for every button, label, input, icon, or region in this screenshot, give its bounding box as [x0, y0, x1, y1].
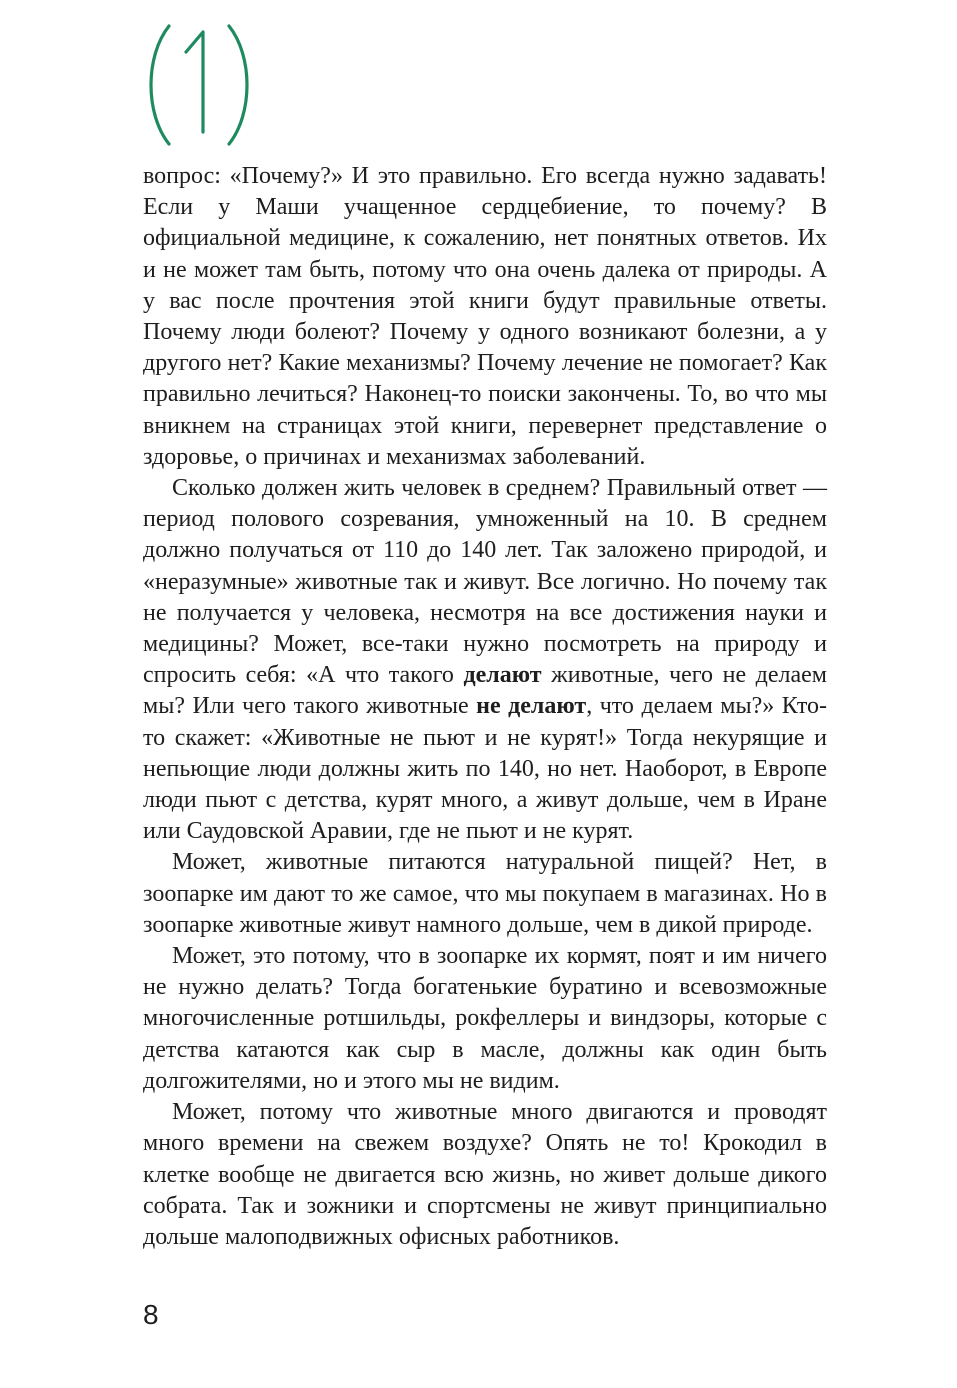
text-run: животные, чего не делаем мы? Или чего такого животные — [143, 662, 827, 720]
paragraph — [143, 941, 827, 1097]
page-number: 8 — [143, 1299, 159, 1330]
text-run: , что делаем мы?» Кто-то скажет: «Животные не пьют и не курят!» Тогда некурящие и непьющие люди должны жить по 140, но нет. Наоборот, в Европе люди пьют с детства, курят много, а живут дольше, чем в Иране или Саудовской Аравии, где не пьют и не курят. — [143, 693, 828, 845]
right-parenthesis — [229, 26, 247, 144]
text-run: Сколько должен жить человек в среднем? Правильный ответ — период полового созревания, умноженный на 10. В среднем должно получаться от 110 до 140 лет. Так заложено природой, и «неразумные» животные так и живут. Все логично. Но почему так не получается у человека, несмотря на все достижения науки и медицины? Может, все-таки нужно посмотреть на природу и спросить себя: «А что такого — [143, 475, 827, 689]
paragraph — [143, 1097, 827, 1253]
text-run: Может, это потому, что в зоопарке их кормят, поят и им ничего не нужно делать? Тогда богатенькие буратино и всевозможные многочисленные ротшильды, рокфеллеры и виндзоры, которые с детства катаются как сыр в масле, должны как один быть долгожителями, но и этого мы не видим. — [143, 943, 827, 1094]
chapter-number-graphic — [143, 22, 255, 148]
emphasis-text: не делают — [476, 693, 587, 720]
paragraph — [143, 847, 827, 941]
paragraph — [143, 473, 827, 847]
body-text — [143, 161, 827, 1253]
left-parenthesis — [151, 26, 169, 144]
text-run: вопрос: «Почему?» И это правильно. Его всегда нужно задавать! Если у Маши учащенное сердцебиение, то почему? В официальной медицине, к сожалению, нет понятных ответов. Их и не может там быть, потому что она очень далека от природы. А у вас после прочтения этой книги будут правильные ответы. Почему люди болеют? Почему у одного возникают болезни, а у другого нет? Какие механизмы? Почему лечение не помогает? Как правильно лечиться? Наконец-то поиски закончены. То, во что мы вникнем на страницах этой книги, перевернет представление о здоровье, о причинах и механизмах заболеваний. — [143, 163, 827, 470]
emphasis-text: делают — [463, 662, 542, 689]
chapter-number-mark — [143, 22, 255, 148]
digit-one — [186, 32, 203, 132]
text-run: Может, потому что животные много двигаются и проводят много времени на свежем воздухе? Опять не то! Крокодил в клетке вообще не двигается всю жизнь, но живет дольше дикого собрата. Так и зожники и спортсмены не живут принципиально дольше малоподвижных офисных работников. — [143, 1099, 827, 1250]
text-run: Может, животные питаются натуральной пищей? Нет, в зоопарке им дают то же самое, что мы покупаем в магазинах. Но в зоопарке животные живут намного дольше, чем в дикой природе. — [143, 849, 827, 938]
paragraph — [143, 161, 827, 473]
